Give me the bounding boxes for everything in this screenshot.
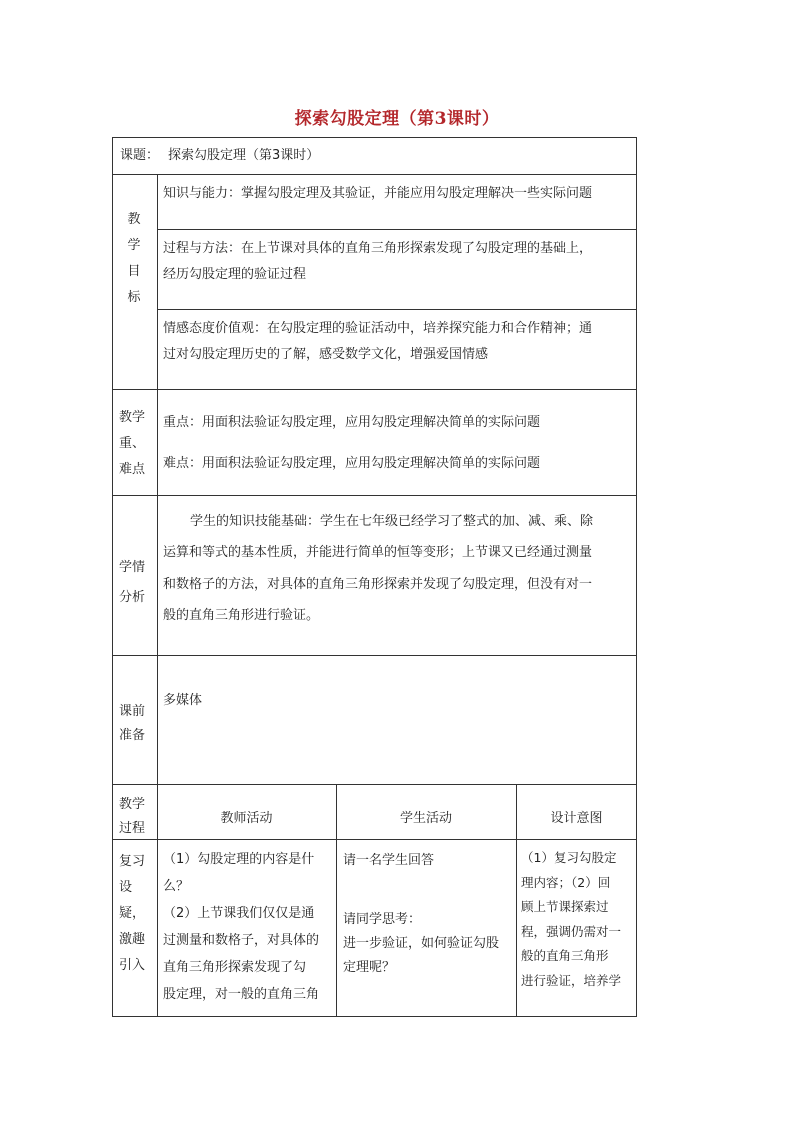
difficult-point: 难点：用面积法验证勾股定理，应用勾股定理解决简单的实际问题 (163, 456, 541, 471)
row-divider (112, 389, 637, 390)
objective-emotion-line1: 情感态度价值观：在勾股定理的验证活动中，培养探究能力和合作精神；通 (163, 321, 593, 336)
analysis-text: 学生的知识技能基础：学生在七年级已经学习了整式的加、减、乘、除 运算和等式的基本性质，并能进行简单的恒等变形；上节课又已经通过测量 和数格子的方法，对具体的直角三角形探索并发现了勾股定理，但没有对一 般的直角三角形进行验证。 (163, 514, 594, 623)
objectives-label: 教 学 目 标 (127, 212, 141, 305)
page-title: 探索勾股定理（第3课时） (294, 109, 500, 129)
row-divider (112, 174, 637, 175)
objective-process-line1: 过程与方法：在上节课对具体的直角三角形探索发现了勾股定理的基础上， (163, 241, 593, 256)
analysis-label: 学情 分析 (119, 560, 146, 605)
key-point: 重点：用面积法验证勾股定理，应用勾股定理解决简单的实际问题 (163, 415, 541, 430)
key-points-label: 教学 重、 难点 (119, 410, 146, 477)
preparation-value: 多媒体 (163, 693, 203, 708)
objective-knowledge: 知识与能力：掌握勾股定理及其验证，并能应用勾股定理解决一些实际问题 (163, 186, 593, 201)
student-think: 请同学思考： (343, 912, 422, 927)
design-intent: （1）复习勾股定 理内容；（2）回 顾上节课探索过 程，强调仍需对一 般的直角三角形 进行验证，培养学 (521, 850, 622, 988)
review-label: 复习 设疑， 激趣 引入 (119, 854, 146, 973)
process-label: 教学 过程 (119, 797, 146, 836)
row-divider (157, 309, 637, 310)
row-divider (157, 229, 637, 230)
row-divider (112, 784, 637, 785)
column-header-student: 学生活动 (399, 811, 452, 826)
row-divider (112, 655, 637, 656)
preparation-label: 课前 准备 (119, 704, 146, 743)
objective-process-line2: 经历勾股定理的验证过程 (163, 267, 307, 282)
column-header-design: 设计意图 (550, 811, 603, 826)
topic-value: 探索勾股定理（第3课时） (168, 148, 320, 163)
objective-emotion-line2: 过对勾股定理历史的了解，感受数学文化，增强爱国情感 (163, 347, 489, 362)
student-question-line1: 进一步验证，如何验证勾股 (343, 936, 500, 951)
row-divider (112, 495, 637, 496)
student-question-line2: 定理呢？ (343, 960, 396, 975)
student-answer: 请一名学生回答 (343, 853, 435, 868)
topic-label: 课题： (120, 148, 160, 163)
row-divider (112, 839, 637, 840)
column-divider (157, 174, 158, 1017)
column-header-teacher: 教师活动 (220, 811, 273, 826)
teacher-activity: （1）勾股定理的内容是什 么？ （2）上节课我们仅仅是通 过测量和数格子，对具体的 直角三角形探索发现了勾 股定理，对一般的直角三角 (163, 852, 320, 1002)
